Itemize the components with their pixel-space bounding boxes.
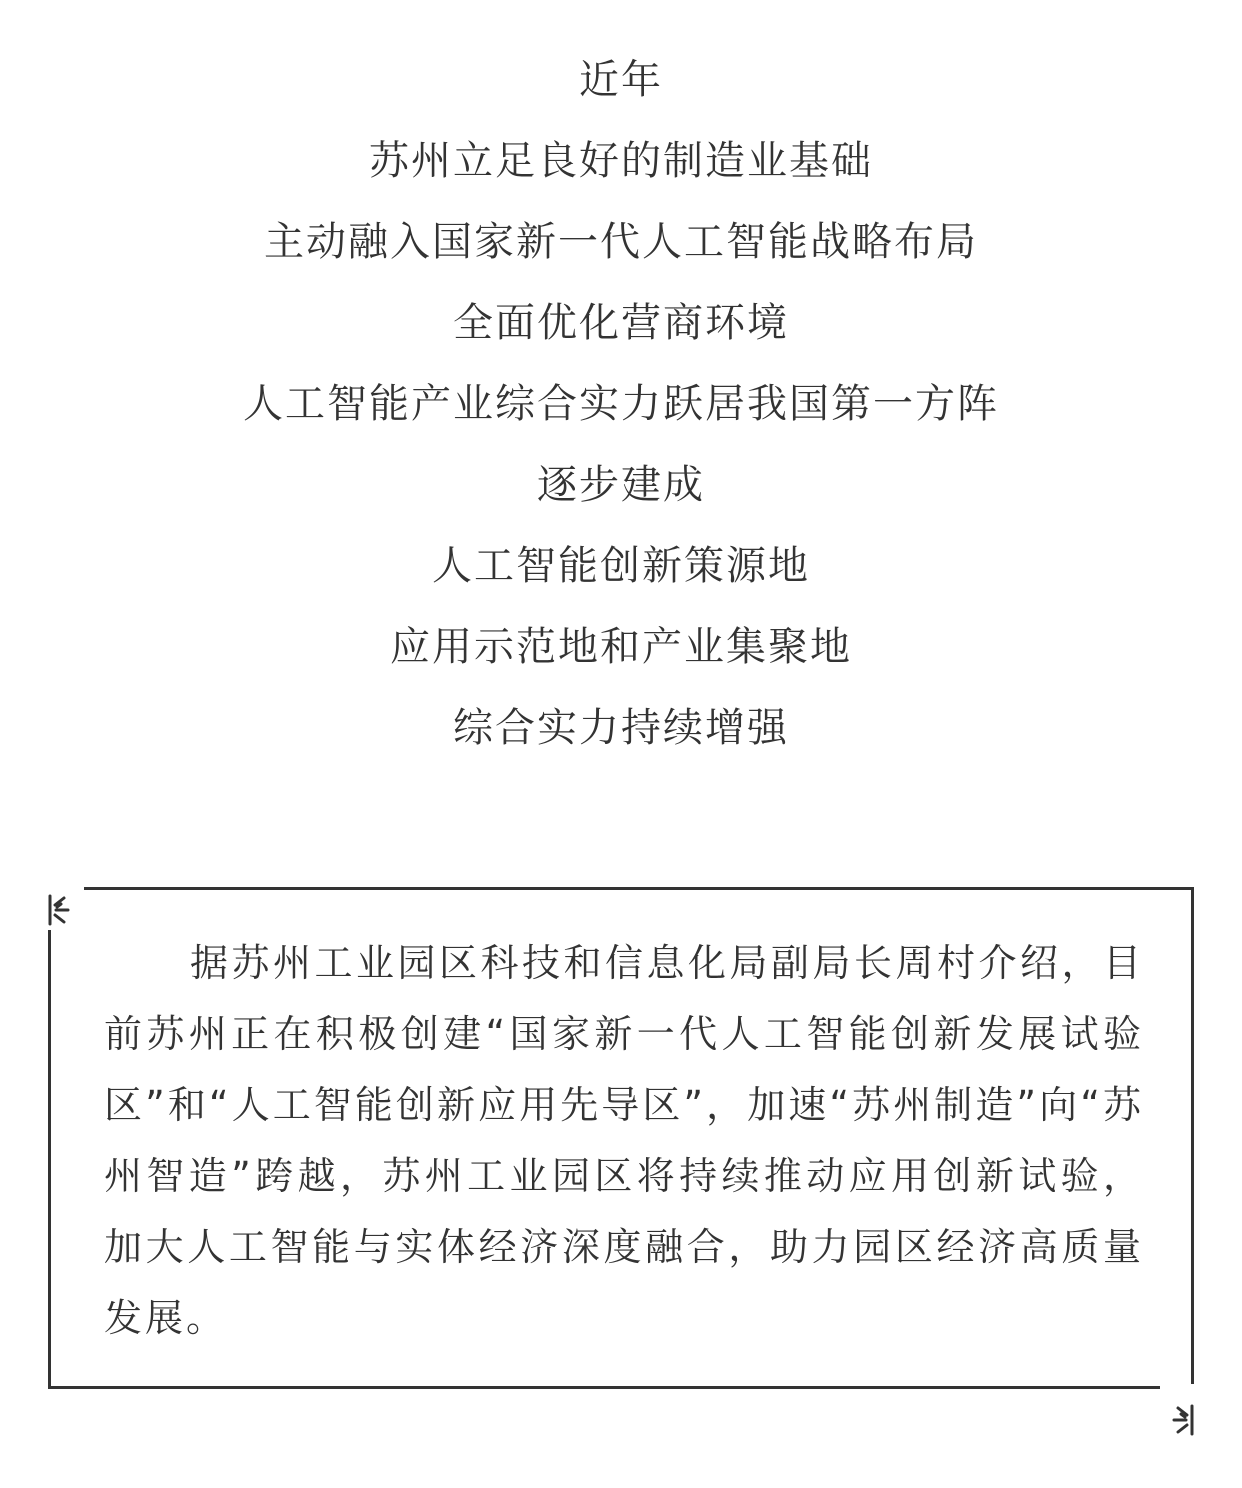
intro-line: 应用示范地和产业集聚地 [390,624,852,670]
intro-line: 综合实力持续增强 [453,705,789,751]
intro-line: 人工智能产业综合实力跃居我国第一方阵 [243,381,999,427]
intro-line: 全面优化营商环境 [453,300,789,346]
frame-bottom-border [48,1386,1160,1389]
intro-line: 人工智能创新策源地 [432,543,810,589]
frame-left-border [48,930,51,1389]
sparkle-icon [1170,1402,1198,1438]
frame-top-border [84,887,1194,890]
intro-line: 主动融入国家新一代人工智能战略布局 [264,219,978,265]
intro-line: 逐步建成 [537,462,705,508]
frame-right-border [1191,887,1194,1384]
quote-paragraph: 据苏州工业园区科技和信息化局副局长周村介绍，目前苏州正在积极创建“国家新一代人工智能创新发展试验区”和“人工智能创新应用先导区”，加速“苏州制造”向“苏州智造”跨越，苏州工业园区将持续推动应用创新试验，加大人工智能与实体经济深度融合，助力园区经济高质量发展。 [104,941,1144,1340]
intro-lines [0,40,1242,769]
intro-line: 近年 [579,57,663,103]
intro-line: 苏州立足良好的制造业基础 [369,138,873,184]
sparkle-icon [44,892,72,928]
